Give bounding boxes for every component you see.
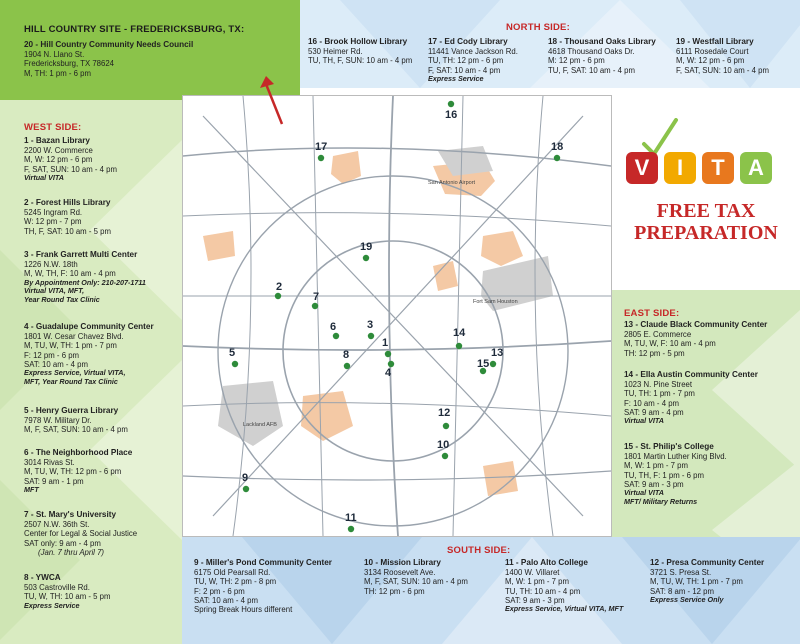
- site-note: Express Service: [428, 73, 484, 83]
- site-7: [24, 510, 137, 557]
- site-line: M, W, TH, F: 10 am - 4 pm: [24, 269, 116, 279]
- site-line: SAT: 10 am - 4 pm: [24, 359, 88, 369]
- site-line: SAT: 10 am - 4 pm: [194, 595, 258, 605]
- site-line: M, TU, W, TH: 1 pm - 7 pm: [24, 341, 117, 351]
- site-line: 2507 N.W. 36th St.: [24, 519, 90, 529]
- site-pin-label: 14: [453, 327, 466, 339]
- site-name: 4 - Guadalupe Community Center: [24, 322, 154, 331]
- site-8: [24, 573, 111, 610]
- site-line: M, TU, W, TH: 1 pm - 7 pm: [650, 577, 743, 587]
- site-note: Express Service: [24, 600, 80, 610]
- site-name: 2 - Forest Hills Library: [24, 198, 111, 207]
- site-name: 7 - St. Mary's University: [24, 510, 117, 519]
- site-line: W: 12 pm - 7 pm: [24, 217, 82, 227]
- site-pin-6[interactable]: [333, 333, 339, 339]
- site-3: [24, 250, 146, 304]
- site-line: 530 Heimer Rd.: [308, 46, 363, 56]
- vita-letter-a: A: [740, 152, 772, 184]
- site-2: [24, 198, 111, 236]
- site-name: 9 - Miller's Pond Community Center: [194, 558, 332, 567]
- site-name: 1 - Bazan Library: [24, 136, 90, 145]
- site-line: TU, TH, F: 1 pm - 6 pm: [624, 470, 705, 480]
- site-line: TU, TH, F, SUN: 10 am - 4 pm: [308, 56, 413, 66]
- site-note: Express Service Only: [650, 594, 724, 604]
- site-19: [676, 37, 769, 75]
- north-title: [506, 22, 570, 34]
- site-line: F, SAT, SUN: 10 am - 4 pm: [24, 164, 118, 174]
- site-pin-16[interactable]: [448, 101, 454, 107]
- site-line: F: 2 pm - 6 pm: [194, 586, 245, 596]
- site-pin-18[interactable]: [554, 155, 560, 161]
- site-line: SAT: 9 am - 4 pm: [624, 407, 684, 417]
- site-line: 1023 N. Pine Street: [624, 379, 693, 389]
- site-line: SAT only: 9 am - 4 pm: [24, 538, 101, 548]
- site-pin-label: 8: [343, 349, 350, 361]
- place-label: Fort Sam Houston: [473, 299, 518, 305]
- site-pin-label: 13: [491, 347, 504, 359]
- site-name: 17 - Ed Cody Library: [428, 37, 508, 46]
- direction-arrow-icon: [258, 74, 286, 126]
- site-18: [548, 37, 656, 75]
- site-line: F: 10 am - 4 pm: [624, 398, 680, 408]
- site-6: [24, 448, 132, 495]
- site-note: MFT, Year Round Tax Clinic: [24, 376, 118, 386]
- site-name: 6 - The Neighborhood Place: [24, 448, 133, 457]
- site-1: [24, 136, 117, 183]
- south-title: [447, 545, 510, 557]
- site-5: [24, 406, 128, 435]
- tagline-line-1: FREE TAX: [656, 200, 756, 222]
- site-note: Year Round Tax Clinic: [24, 294, 100, 304]
- site-note: Express Service, Virtual VITA,: [24, 368, 126, 378]
- west-title: [24, 122, 81, 134]
- site-line: TH: 12 pm - 6 pm: [364, 586, 425, 596]
- site-pin-17[interactable]: [318, 155, 324, 161]
- site-name: 11 - Palo Alto College: [505, 558, 588, 567]
- map-svg: [183, 96, 611, 536]
- site-line: TH: 12 pm - 5 pm: [624, 348, 685, 358]
- site-line: F: 12 pm - 6 pm: [24, 350, 80, 360]
- site-pin-11[interactable]: [348, 526, 354, 532]
- site-line: 4618 Thousand Oaks Dr.: [548, 46, 635, 56]
- site-20: [24, 40, 193, 78]
- site-pin-label: 3: [367, 319, 374, 331]
- site-pin-label: 19: [360, 241, 373, 253]
- place-label: Lackland AFB: [243, 422, 277, 428]
- site-line: 3721 S. Presa St.: [650, 567, 712, 577]
- site-line: M, W: 1 pm - 7 pm: [624, 461, 688, 471]
- west-heading: WEST SIDE:: [24, 122, 82, 133]
- site-line: TU, TH: 12 pm - 6 pm: [428, 56, 504, 66]
- site-pin-label: 18: [551, 141, 564, 153]
- site-pin-label: 11: [345, 512, 357, 524]
- site-line: M, TH: 1 pm - 6 pm: [24, 68, 92, 78]
- site-note: Virtual VITA, MFT,: [24, 286, 85, 296]
- vita-letter-t: T: [702, 152, 734, 184]
- site-pin-8[interactable]: [344, 363, 350, 369]
- site-pin-label: 16: [445, 109, 458, 121]
- site-pin-5[interactable]: [232, 361, 238, 367]
- tagline-line-2: PREPARATION: [634, 222, 778, 244]
- hill-country-panel: [0, 0, 300, 100]
- site-pin-label: 6: [330, 321, 337, 333]
- site-pin-12[interactable]: [443, 423, 449, 429]
- site-line: 1801 Martin Luther King Blvd.: [624, 451, 727, 461]
- site-11: [505, 558, 623, 614]
- site-pin-1[interactable]: [385, 351, 391, 357]
- east-title: [624, 308, 679, 320]
- site-pin-label: 9: [242, 472, 249, 484]
- site-line: Center for Legal & Social Justice: [24, 529, 138, 539]
- site-note: Virtual VITA: [24, 172, 64, 182]
- site-pin-label: 10: [437, 439, 450, 451]
- site-line: F, SAT, SUN: 10 am - 4 pm: [676, 65, 770, 75]
- site-pin-label: 15: [477, 358, 490, 370]
- site-line: 1904 N. Llano St.: [24, 49, 85, 59]
- site-line: M, W: 1 pm - 7 pm: [505, 577, 569, 587]
- site-line: 503 Castroville Rd.: [24, 582, 90, 592]
- site-note: Express Service, Virtual VITA, MFT: [505, 604, 624, 614]
- site-line: 3134 Roosevelt Ave.: [364, 567, 436, 577]
- site-line: TU, TH: 10 am - 4 pm: [505, 586, 581, 596]
- site-pin-label: 2: [276, 281, 283, 293]
- site-line: SAT: 9 am - 1 pm: [24, 476, 84, 486]
- site-10: [364, 558, 468, 596]
- site-pin-3[interactable]: [368, 333, 374, 339]
- site-note: By Appointment Only: 210-207-1711: [24, 277, 146, 287]
- site-pin-10[interactable]: [442, 453, 448, 459]
- site-line: TU, F, SAT: 10 am - 4 pm: [548, 65, 635, 75]
- site-line: 7978 W. Military Dr.: [24, 415, 92, 425]
- site-line: 3014 Rivas St.: [24, 457, 75, 467]
- site-pin-13[interactable]: [490, 361, 496, 367]
- site-name: 14 - Ella Austin Community Center: [624, 370, 758, 379]
- site-pin-label: 5: [229, 347, 236, 359]
- site-12: [650, 558, 764, 605]
- site-name: 16 - Brook Hollow Library: [308, 37, 408, 46]
- site-line: TU, W, TH: 10 am - 5 pm: [24, 592, 111, 602]
- site-name: 15 - St. Philip's College: [624, 442, 714, 451]
- site-line: 2200 W. Commerce: [24, 145, 93, 155]
- site-pin-label: 1: [382, 337, 389, 349]
- site-line: 5245 Ingram Rd.: [24, 207, 83, 217]
- site-note: MFT: [24, 484, 39, 494]
- vita-letter-i: I: [664, 152, 696, 184]
- site-line: Fredericksburg, TX 78624: [24, 59, 114, 69]
- east-heading: EAST SIDE:: [624, 308, 680, 319]
- site-line: Spring Break Hours different: [194, 605, 293, 615]
- site-pin-7[interactable]: [312, 303, 318, 309]
- site-name: 5 - Henry Guerra Library: [24, 406, 119, 415]
- hill-country-title: [24, 24, 244, 36]
- site-pin-19[interactable]: [363, 255, 369, 261]
- site-line: 11441 Vance Jackson Rd.: [428, 46, 518, 56]
- site-line: M, W: 12 pm - 6 pm: [24, 155, 93, 165]
- site-line: (Jan. 7 thru April 7): [38, 547, 105, 557]
- site-pin-label: 17: [315, 141, 328, 153]
- south-heading: SOUTH SIDE:: [447, 545, 511, 556]
- site-line: 1801 W. Cesar Chavez Blvd.: [24, 331, 124, 341]
- site-name: 12 - Presa Community Center: [650, 558, 765, 567]
- site-pin-label: 4: [385, 367, 392, 379]
- site-name: 13 - Claude Black Community Center: [624, 320, 768, 329]
- site-line: F, SAT: 10 am - 4 pm: [428, 65, 501, 75]
- site-note: Virtual VITA: [624, 488, 664, 498]
- site-pin-14[interactable]: [456, 343, 462, 349]
- site-line: M, F, SAT, SUN: 10 am - 4 pm: [364, 577, 468, 587]
- site-line: TH, F, SAT: 10 am - 5 pm: [24, 226, 111, 236]
- site-pin-label: 7: [313, 291, 320, 303]
- site-line: M, F, SAT, SUN: 10 am - 4 pm: [24, 425, 128, 435]
- site-pin-9[interactable]: [243, 486, 249, 492]
- site-name: 20 - Hill Country Community Needs Council: [24, 40, 194, 49]
- site-line: TU, W, TH: 2 pm - 8 pm: [194, 577, 277, 587]
- site-line: SAT: 8 am - 12 pm: [650, 586, 714, 596]
- site-line: TU, TH: 1 pm - 7 pm: [624, 389, 695, 399]
- site-15: [624, 442, 727, 507]
- site-16: [308, 37, 412, 66]
- site-note: MFT/ Military Returns: [624, 496, 698, 506]
- site-line: 1400 W. Villaret: [505, 567, 560, 577]
- site-4: [24, 322, 154, 387]
- site-line: M, TU, W, TH: 12 pm - 6 pm: [24, 467, 122, 477]
- site-line: M: 12 pm - 6 pm: [548, 56, 605, 66]
- site-line: SAT: 9 am - 3 pm: [624, 479, 684, 489]
- site-9: [194, 558, 332, 615]
- site-line: 6111 Rosedale Court: [676, 46, 749, 56]
- hill-country-heading: HILL COUNTRY SITE - FREDERICKSBURG, TX:: [24, 24, 245, 35]
- site-line: 2805 E. Commerce: [624, 329, 692, 339]
- site-line: 6175 Old Pearsall Rd.: [194, 567, 271, 577]
- site-line: 1226 N.W. 18th: [24, 259, 78, 269]
- site-line: SAT: 9 am - 3 pm: [505, 595, 565, 605]
- place-label: San Antonio Airport: [428, 180, 476, 186]
- site-17: [428, 37, 518, 84]
- site-name: 3 - Frank Garrett Multi Center: [24, 250, 138, 259]
- site-pin-label: 12: [438, 407, 451, 419]
- north-heading: NORTH SIDE:: [506, 22, 570, 33]
- city-map[interactable]: [182, 95, 612, 537]
- vita-letter-v: V: [626, 152, 658, 184]
- free-tax-preparation: [620, 200, 792, 244]
- site-pin-2[interactable]: [275, 293, 281, 299]
- site-name: 8 - YWCA: [24, 573, 61, 582]
- site-14: [624, 370, 758, 426]
- site-line: M, TU, W, F: 10 am - 4 pm: [624, 339, 716, 349]
- site-note: Virtual VITA: [624, 416, 664, 426]
- site-13: [624, 320, 767, 358]
- site-name: 18 - Thousand Oaks Library: [548, 37, 656, 46]
- site-name: 10 - Mission Library: [364, 558, 441, 567]
- site-name: 19 - Westfall Library: [676, 37, 754, 46]
- site-line: M, W: 12 pm - 6 pm: [676, 56, 745, 66]
